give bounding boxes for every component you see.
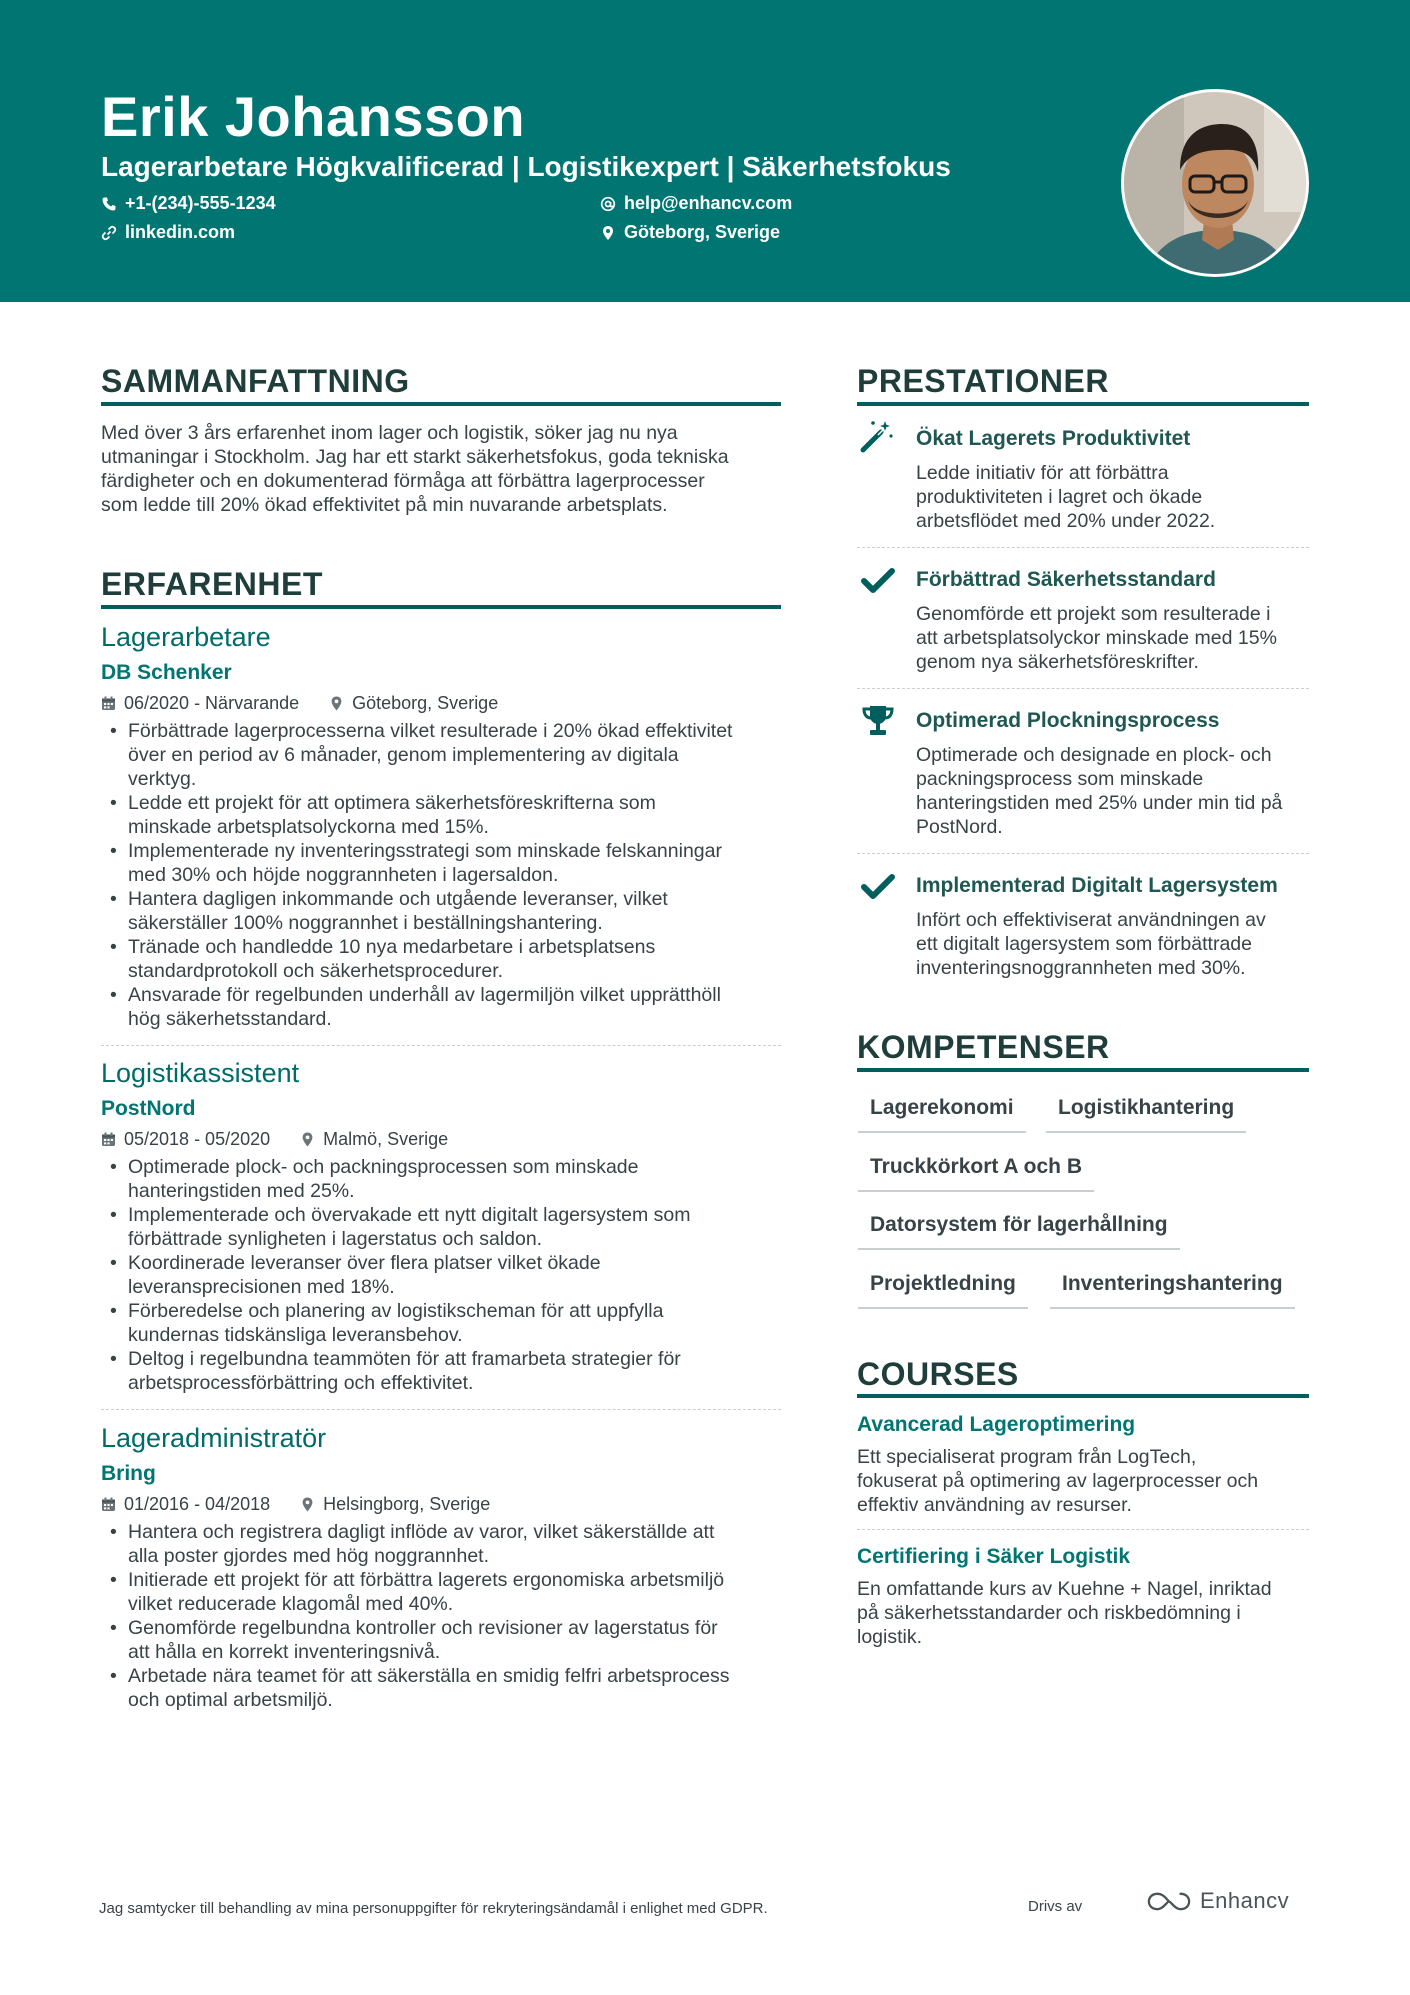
summary-heading: SAMMANFATTNING	[101, 363, 410, 399]
company-name: Bring	[101, 1462, 156, 1485]
linkedin-text: linkedin.com	[125, 222, 236, 242]
skill-tag: Datorsystem för lagerhållning	[858, 1213, 1180, 1250]
list-item: • Koordinerade leveranser över flera platser vilket ökade leveransprecisionen med 18%.	[101, 1251, 791, 1299]
job-location: Helsingborg, Sverige	[323, 1494, 491, 1514]
location-text: Göteborg, Sverige	[624, 222, 781, 242]
location-pin-icon	[600, 225, 616, 241]
calendar-icon	[101, 1497, 116, 1512]
summary-text	[101, 421, 729, 517]
achievements-rule	[857, 402, 1309, 406]
skill-tag: Lagerekonomi	[858, 1096, 1026, 1133]
summary-line: som ledde till 20% ökad effektivitet på min nuvarande arbetsplats.	[101, 494, 668, 516]
achievement-divider	[857, 547, 1309, 548]
skills-rule	[857, 1068, 1309, 1072]
job-meta	[101, 1494, 490, 1515]
experience-heading: ERFARENHET	[101, 566, 323, 602]
brand-name: Enhancv	[1200, 1888, 1290, 1913]
avatar-portrait	[1124, 92, 1309, 277]
location-contact	[600, 222, 780, 243]
link-icon	[101, 225, 117, 241]
courses-rule	[857, 1394, 1309, 1398]
courses-heading: COURSES	[857, 1356, 1019, 1392]
list-item: • Hantera dagligen inkommande och utgående leveranser, vilket säkerställer 100% noggrannhet i beställningshantering.	[101, 887, 791, 935]
list-item: • Förberedelse och planering av logistikscheman för att uppfylla kundernas tidskänsliga leveransbehov.	[101, 1299, 791, 1347]
linkedin-contact[interactable]	[101, 222, 235, 243]
skills-heading: KOMPETENSER	[857, 1029, 1110, 1065]
job-bullets	[101, 1155, 791, 1395]
powered-by-label: Drivs av	[1028, 1898, 1083, 1915]
list-item: • Deltog i regelbundna teammöten för att framarbeta strategier för arbetsprocessförbättring och effektivitet.	[101, 1347, 791, 1395]
job-bullets	[101, 719, 791, 1031]
course-description: En omfattande kurs av Kuehne + Nagel, inriktad på säkerhetsstandarder och riskbedömning i logistik.	[857, 1578, 1272, 1648]
header	[0, 0, 1410, 302]
achievement-title: Förbättrad Säkerhetsstandard	[916, 568, 1216, 591]
checkmark-icon	[860, 562, 896, 598]
list-item: • Optimerade plock- och packningsprocessen som minskade hanteringstiden med 25%.	[101, 1155, 791, 1203]
achievements-heading: PRESTATIONER	[857, 363, 1109, 399]
experience-rule	[101, 605, 781, 609]
trophy-icon	[860, 703, 896, 739]
list-item: • Initierade ett projekt för att förbättra lagerets ergonomiska arbetsmiljö vilket reducerade klagomål med 40%.	[101, 1568, 791, 1616]
calendar-icon	[101, 1132, 116, 1147]
skill-tag: Truckkörkort A och B	[858, 1155, 1094, 1192]
list-item: • Ledde ett projekt för att optimera säkerhetsföreskrifterna som minskade arbetsplatsolyckorna med 15%.	[101, 791, 791, 839]
gdpr-consent: Jag samtycker till behandling av mina personuppgifter för rekryteringsändamål i enlighet med GDPR.	[99, 1900, 768, 1917]
company-name: PostNord	[101, 1097, 196, 1120]
achievement-text: Optimerade och designade en plock- och packningsprocess som minskade hanteringstiden med 25% under min tid på PostNord.	[916, 744, 1283, 838]
job-divider	[101, 1409, 781, 1410]
achievement-title: Optimerad Plockningsprocess	[916, 709, 1220, 732]
job-bullets	[101, 1520, 791, 1712]
list-item: • Tränade och handledde 10 nya medarbetare i arbetsplatsens standardprotokoll och säkerhetsprocedurer.	[101, 935, 791, 983]
job-location: Göteborg, Sverige	[352, 693, 499, 713]
skill-tag: Projektledning	[858, 1272, 1028, 1309]
summary-line: färdigheter och en dokumenterad förmåga att förbättra lagerprocesser	[101, 470, 705, 492]
job-location: Malmö, Sverige	[323, 1129, 449, 1149]
job-title: Lagerarbetare	[101, 622, 271, 652]
infinity-logo-icon	[1146, 1890, 1192, 1913]
job-dates: 01/2016 - 04/2018	[124, 1494, 271, 1514]
achievement-divider	[857, 688, 1309, 689]
achievement-title: Ökat Lagerets Produktivitet	[916, 427, 1191, 450]
location-pin-icon	[300, 1132, 315, 1147]
email-text: help@enhancv.com	[624, 193, 793, 213]
calendar-icon	[101, 696, 116, 711]
company-name: DB Schenker	[101, 661, 232, 684]
list-item: • Genomförde regelbundna kontroller och revisioner av lagerstatus för att hålla en korrekt inventeringsnivå.	[101, 1616, 791, 1664]
achievement-divider	[857, 853, 1309, 854]
achievement-text: Infört och effektiviserat användningen av ett digitalt lagersystem som förbättrade inventeringsnoggrannheten med 30%.	[916, 909, 1266, 979]
list-item: • Hantera och registrera dagligt inflöde av varor, vilket säkerställde att alla poster gjordes med hög noggrannhet.	[101, 1520, 791, 1568]
skill-tag: Logistikhantering	[1046, 1096, 1246, 1133]
checkmark-icon	[860, 868, 896, 904]
job-divider	[101, 1045, 781, 1046]
list-item: • Implementerade ny inventeringsstrategi som minskade felskanningar med 30% och höjde noggrannheten i lagersaldon.	[101, 839, 791, 887]
magic-wand-icon	[859, 418, 895, 454]
phone-contact[interactable]	[101, 193, 276, 214]
job-dates: 06/2020 - Närvarande	[124, 693, 300, 713]
phone-icon	[101, 196, 117, 212]
location-pin-icon	[329, 696, 344, 711]
job-title: Logistikassistent	[101, 1058, 300, 1088]
job-meta	[101, 1129, 448, 1150]
candidate-headline: Lagerarbetare Högkvalificerad | Logistikexpert | Säkerhetsfokus	[101, 151, 951, 182]
list-item: • Arbetade nära teamet för att säkerställa en smidig felfri arbetsprocess och optimal arbetsmiljö.	[101, 1664, 791, 1712]
course-divider	[857, 1529, 1309, 1530]
email-contact[interactable]	[600, 193, 792, 214]
course-description: Ett specialiserat program från LogTech, fokuserat på optimering av lagerprocesser och effektiv användning av resurser.	[857, 1446, 1259, 1516]
summary-line: Med över 3 års erfarenhet inom lager och logistik, söker jag nu nya	[101, 422, 678, 444]
job-dates: 05/2018 - 05/2020	[124, 1129, 271, 1149]
at-sign-icon	[600, 196, 616, 212]
location-pin-icon	[300, 1497, 315, 1512]
achievement-title: Implementerad Digitalt Lagersystem	[916, 874, 1278, 897]
phone-text: +1-(234)-555-1234	[125, 193, 276, 213]
profile-photo	[1121, 89, 1309, 277]
summary-rule	[101, 402, 781, 406]
job-title: Lageradministratör	[101, 1423, 327, 1453]
course-title: Certifiering i Säker Logistik	[857, 1545, 1131, 1568]
enhancv-logo[interactable]	[1146, 1888, 1289, 1914]
course-title: Avancerad Lageroptimering	[857, 1413, 1136, 1436]
achievement-text: Genomförde ett projekt som resulterade i att arbetsplatsolyckor minskade med 15% genom nya säkerhetsföreskrifter.	[916, 603, 1277, 673]
skill-tag: Inventeringshantering	[1050, 1272, 1295, 1309]
achievement-text: Ledde initiativ för att förbättra produktiviteten i lagret och ökade arbetsflödet med 20% under 2022.	[916, 462, 1216, 532]
list-item: • Ansvarade för regelbunden underhåll av lagermiljön vilket upprätthöll hög säkerhetsstandard.	[101, 983, 791, 1031]
candidate-name: Erik Johansson	[101, 85, 526, 148]
list-item: • Förbättrade lagerprocesserna vilket resulterade i 20% ökad effektivitet över en period av 6 månader, genom implementering av digitala verktyg.	[101, 719, 791, 791]
job-meta	[101, 693, 498, 714]
list-item: • Implementerade och övervakade ett nytt digitalt lagersystem som förbättrade synligheten i lagerstatus och saldon.	[101, 1203, 791, 1251]
summary-line: utmaningar i Stockholm. Jag har ett starkt säkerhetsfokus, goda tekniska	[101, 446, 729, 468]
